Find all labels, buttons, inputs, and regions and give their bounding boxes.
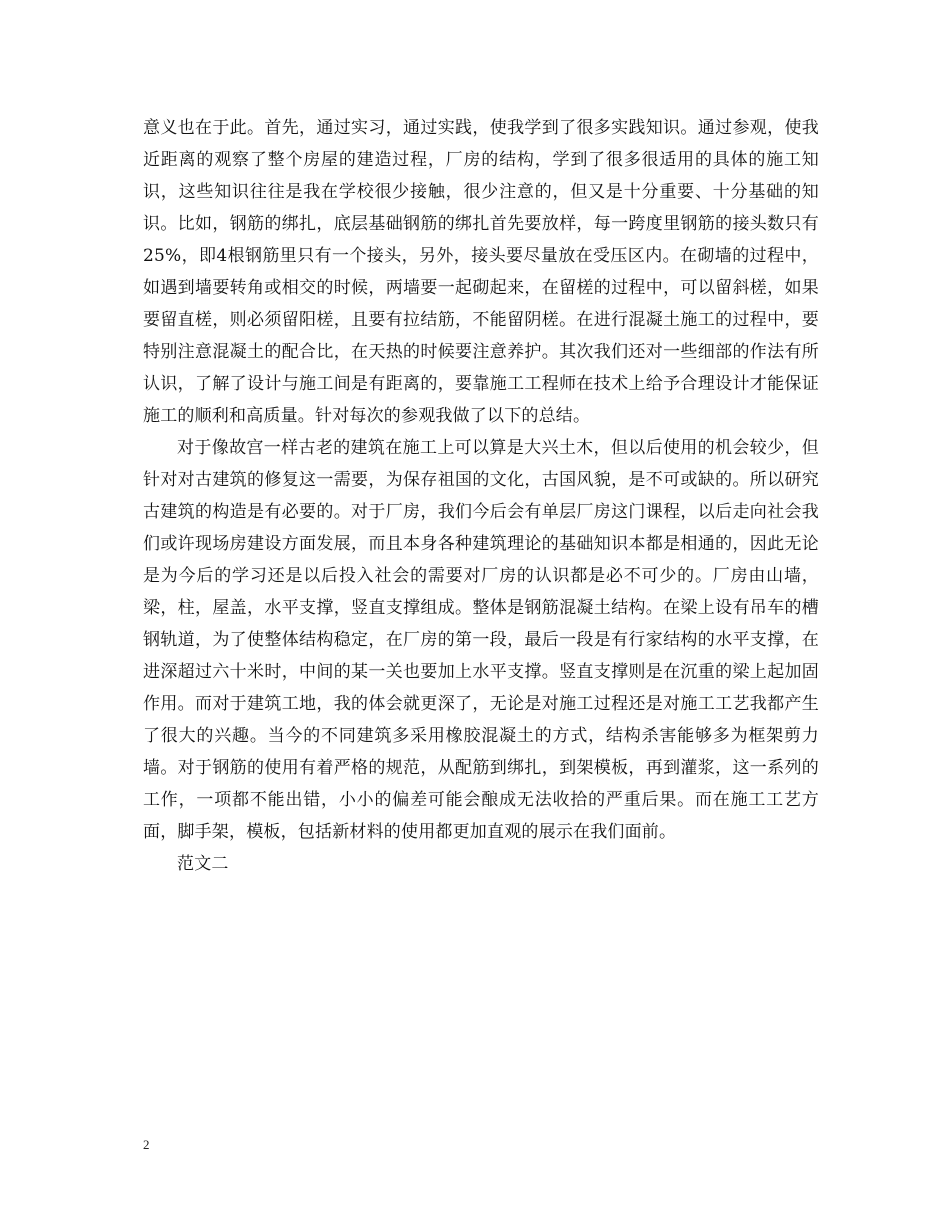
paragraph-buildings: 对于像故宫一样古老的建筑在施工上可以算是大兴土木，但以后使用的机会较少，但针对对古建筑的修复这一需要，为保存祖国的文化，古国风貌，是不可或缺的。所以研究古建筑的构造是有必要的。对于厂房，我们今后会有单层厂房这门课程，以后走向社会我们或许现场房建设方面发展，而且本身各种建筑理论的基础知识本都是相通的，因此无论是为今后的学习还是以后投入社会的需要对厂房的认识都是必不可少的。厂房由山墙，梁，柱，屋盖，水平支撑，竖直支撑组成。整体是钢筋混凝土结构。在梁上设有吊车的槽钢轨道，为了使整体结构稳定，在厂房的第一段，最后一段是有行家结构的水平支撑，在进深超过六十米时，中间的某一关也要加上水平支撑。竖直支撑则是在沉重的梁上起加固作用。而对于建筑工地，我的体会就更深了，无论是对施工过程还是对施工工艺我都产生了很大的兴趣。当今的不同建筑多采用橡胶混凝土的方式，结构杀害能够多为框架剪力墙。对于钢筋的使用有着严格的规范，从配筋到绑扎，到架模板，再到灌浆，这一系列的工作，一项都不能出错，小小的偏差可能会酿成无法收拾的严重后果。而在施工工艺方面，脚手架，模板，包括新材料的使用都更加直观的展示在我们面前。	[143, 438, 819, 842]
section-heading-sample-two: 范文二	[177, 854, 229, 874]
paragraph-continuation: 意义也在于此。首先，通过实习，通过实践，使我学到了很多实践知识。通过参观，使我近距离的观察了整个房屋的建造过程，厂房的结构，学到了很多很适用的具体的施工知识，这些知识往往是我在学校很少接触，很少注意的，但又是十分重要、十分基础的知识。比如，钢筋的绑扎，底层基础钢筋的绑扎首先要放样，每一跨度里钢筋的接头数只有25%，即4根钢筋里只有一个接头，另外，接头要尽量放在受压区内。在砌墙的过程中，如遇到墙要转角或相交的时候，两墙要一起砌起来，在留槎的过程中，可以留斜槎，如果要留直槎，则必须留阳槎，且要有拉结筋，不能留阴槎。在进行混凝土施工的过程中，要特别注意混凝土的配合比，在天热的时候要注意养护。其次我们还对一些细部的作法有所认识，了解了设计与施工间是有距离的，要靠施工工程师在技术上给予合理设计才能保证施工的顺利和高质量。针对每次的参观我做了以下的总结。	[143, 118, 819, 426]
page-number: 2	[143, 1137, 150, 1152]
body-text	[143, 112, 819, 880]
